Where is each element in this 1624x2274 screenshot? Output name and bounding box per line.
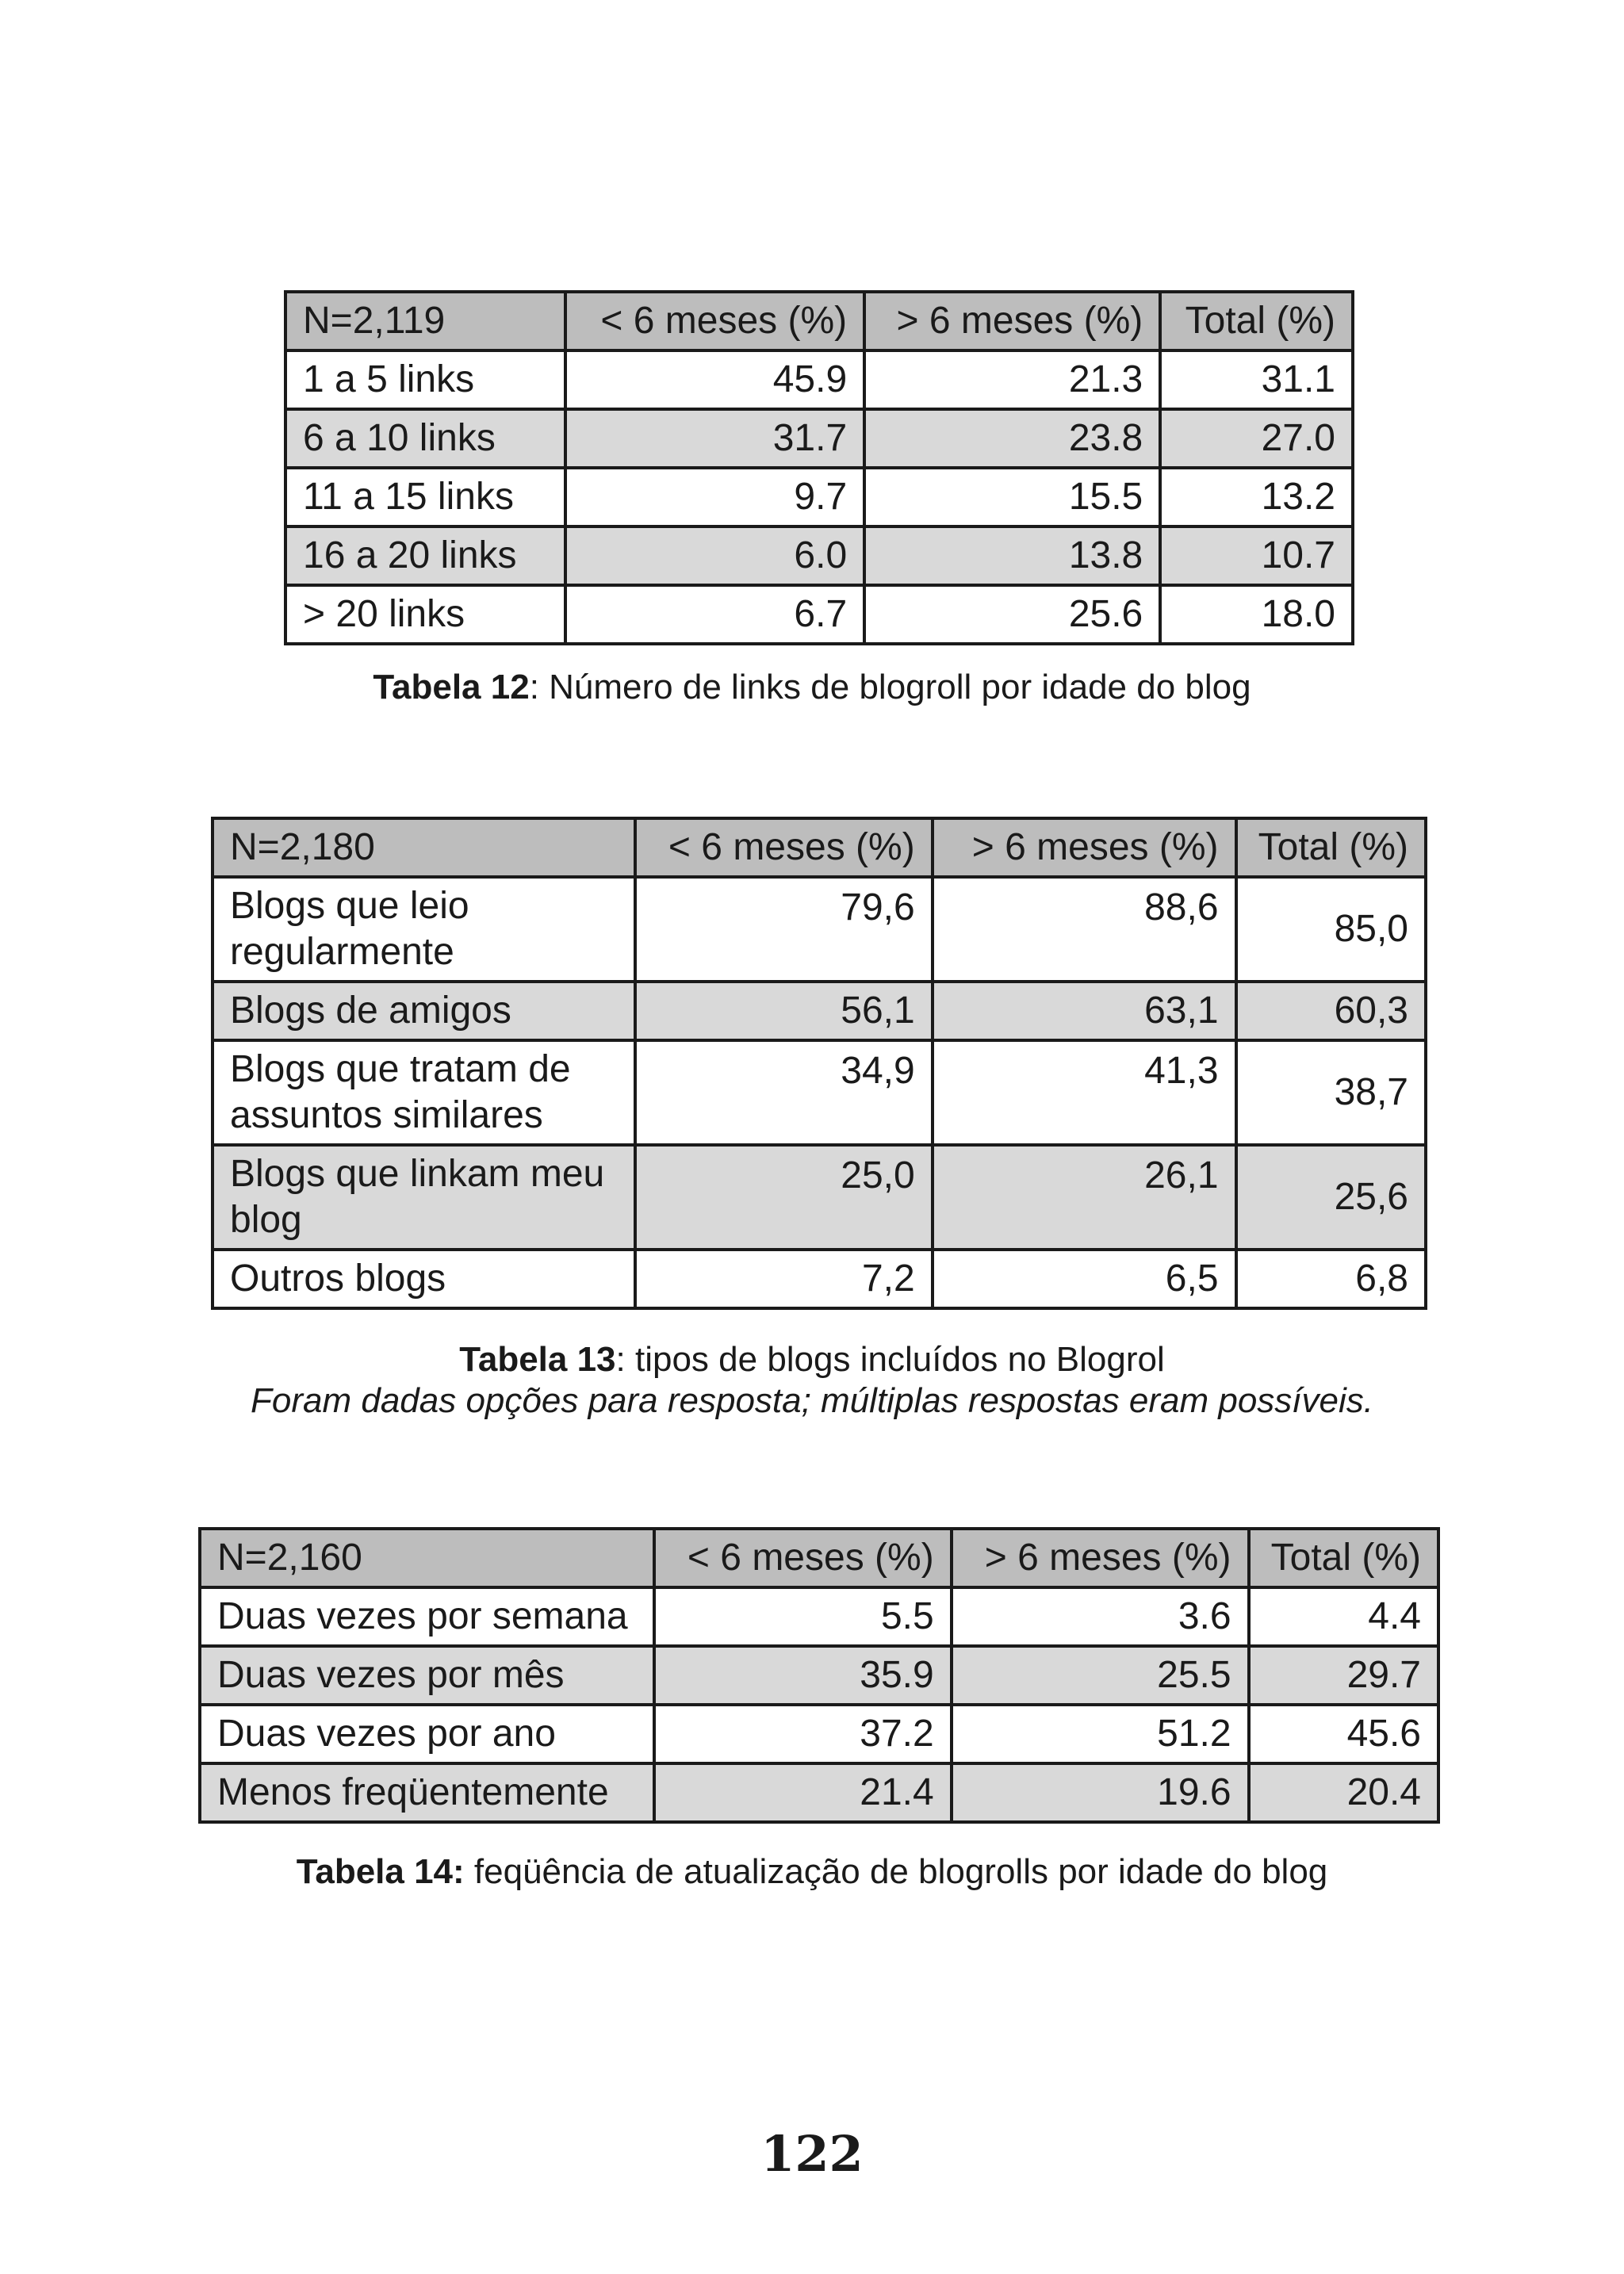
- row-label: 6 a 10 links: [285, 409, 565, 468]
- cell-value: 29.7: [1249, 1646, 1438, 1705]
- cell-value: 15.5: [864, 468, 1160, 526]
- header-cell: < 6 meses (%): [654, 1529, 952, 1587]
- row-label: 1 a 5 links: [285, 350, 565, 409]
- cell-value: 20.4: [1249, 1763, 1438, 1822]
- cell-value: 19.6: [952, 1763, 1249, 1822]
- cell-value: 3.6: [952, 1587, 1249, 1646]
- table-14: [198, 1527, 1440, 1824]
- row-label: Duas vezes por ano: [200, 1705, 654, 1763]
- cell-value: 6,8: [1236, 1250, 1426, 1308]
- header-cell: N=2,119: [285, 292, 565, 350]
- cell-value: 10.7: [1160, 526, 1353, 585]
- table-row: [213, 1250, 1426, 1308]
- cell-value: 7,2: [635, 1250, 933, 1308]
- table-row: [213, 877, 1426, 982]
- cell-value: 21.3: [864, 350, 1160, 409]
- row-label: Duas vezes por semana: [200, 1587, 654, 1646]
- cell-value: 88,6: [933, 877, 1236, 982]
- table-row: [285, 526, 1353, 585]
- row-label: Blogs que linkam meu blog: [213, 1145, 635, 1250]
- row-label: Blogs que tratam de assuntos similares: [213, 1040, 635, 1145]
- header-cell: > 6 meses (%): [933, 818, 1236, 877]
- cell-value: 31.7: [565, 409, 864, 468]
- cell-value: 6.7: [565, 585, 864, 644]
- table-row: [285, 585, 1353, 644]
- cell-value: 21.4: [654, 1763, 952, 1822]
- table-row: [200, 1587, 1438, 1646]
- cell-value: 45.9: [565, 350, 864, 409]
- table-13: [211, 817, 1427, 1310]
- cell-value: 18.0: [1160, 585, 1353, 644]
- row-label: Outros blogs: [213, 1250, 635, 1308]
- cell-value: 9.7: [565, 468, 864, 526]
- cell-value: 25.6: [864, 585, 1160, 644]
- cell-value: 26,1: [933, 1145, 1236, 1250]
- cell-value: 85,0: [1236, 877, 1426, 982]
- caption-text: : Número de links de blogroll por idade do blog: [529, 668, 1251, 706]
- header-cell: > 6 meses (%): [864, 292, 1160, 350]
- cell-value: 13.2: [1160, 468, 1353, 526]
- cell-value: 56,1: [635, 982, 933, 1040]
- page-number: 122: [760, 2125, 864, 2183]
- table-row: [285, 409, 1353, 468]
- table-13-note: Foram dadas opções para resposta; múltiplas respostas eram possíveis.: [251, 1381, 1373, 1420]
- cell-value: 13.8: [864, 526, 1160, 585]
- table-12-caption: [0, 666, 1624, 709]
- row-label: Duas vezes por mês: [200, 1646, 654, 1705]
- cell-value: 51.2: [952, 1705, 1249, 1763]
- cell-value: 27.0: [1160, 409, 1353, 468]
- cell-value: 25,6: [1236, 1145, 1426, 1250]
- table-row: [213, 1040, 1426, 1145]
- table-14-caption: [0, 1851, 1624, 1893]
- cell-value: 79,6: [635, 877, 933, 982]
- cell-value: 6.0: [565, 526, 864, 585]
- cell-value: 25,0: [635, 1145, 933, 1250]
- cell-value: 31.1: [1160, 350, 1353, 409]
- cell-value: 4.4: [1249, 1587, 1438, 1646]
- header-cell: < 6 meses (%): [635, 818, 933, 877]
- cell-value: 41,3: [933, 1040, 1236, 1145]
- table-row: [200, 1646, 1438, 1705]
- table-row: [200, 1705, 1438, 1763]
- table-row: [213, 982, 1426, 1040]
- header-cell: Total (%): [1249, 1529, 1438, 1587]
- row-label: Menos freqüentemente: [200, 1763, 654, 1822]
- caption-label: Tabela 13: [459, 1340, 616, 1379]
- row-label: 16 a 20 links: [285, 526, 565, 585]
- cell-value: 45.6: [1249, 1705, 1438, 1763]
- row-label: Blogs de amigos: [213, 982, 635, 1040]
- header-cell: < 6 meses (%): [565, 292, 864, 350]
- cell-value: 35.9: [654, 1646, 952, 1705]
- table-header-row: [285, 292, 1353, 350]
- header-cell: N=2,160: [200, 1529, 654, 1587]
- caption-label: Tabela 14:: [296, 1852, 465, 1891]
- table-row: [285, 350, 1353, 409]
- table-13-caption: [0, 1338, 1624, 1381]
- table-header-row: [200, 1529, 1438, 1587]
- header-cell: Total (%): [1160, 292, 1353, 350]
- table-12: [284, 290, 1354, 645]
- cell-value: 25.5: [952, 1646, 1249, 1705]
- cell-value: 34,9: [635, 1040, 933, 1145]
- row-label: Blogs que leio regularmente: [213, 877, 635, 982]
- caption-text: feqüência de atualização de blogrolls por idade do blog: [464, 1852, 1328, 1891]
- table-row: [285, 468, 1353, 526]
- header-cell: N=2,180: [213, 818, 635, 877]
- row-label: > 20 links: [285, 585, 565, 644]
- cell-value: 60,3: [1236, 982, 1426, 1040]
- table-row: [213, 1145, 1426, 1250]
- cell-value: 23.8: [864, 409, 1160, 468]
- cell-value: 37.2: [654, 1705, 952, 1763]
- caption-label: Tabela 12: [373, 668, 530, 706]
- cell-value: 63,1: [933, 982, 1236, 1040]
- cell-value: 6,5: [933, 1250, 1236, 1308]
- table-row: [200, 1763, 1438, 1822]
- header-cell: > 6 meses (%): [952, 1529, 1249, 1587]
- row-label: 11 a 15 links: [285, 468, 565, 526]
- caption-text: : tipos de blogs incluídos no Blogrol: [615, 1340, 1165, 1379]
- table-header-row: [213, 818, 1426, 877]
- cell-value: 38,7: [1236, 1040, 1426, 1145]
- cell-value: 5.5: [654, 1587, 952, 1646]
- header-cell: Total (%): [1236, 818, 1426, 877]
